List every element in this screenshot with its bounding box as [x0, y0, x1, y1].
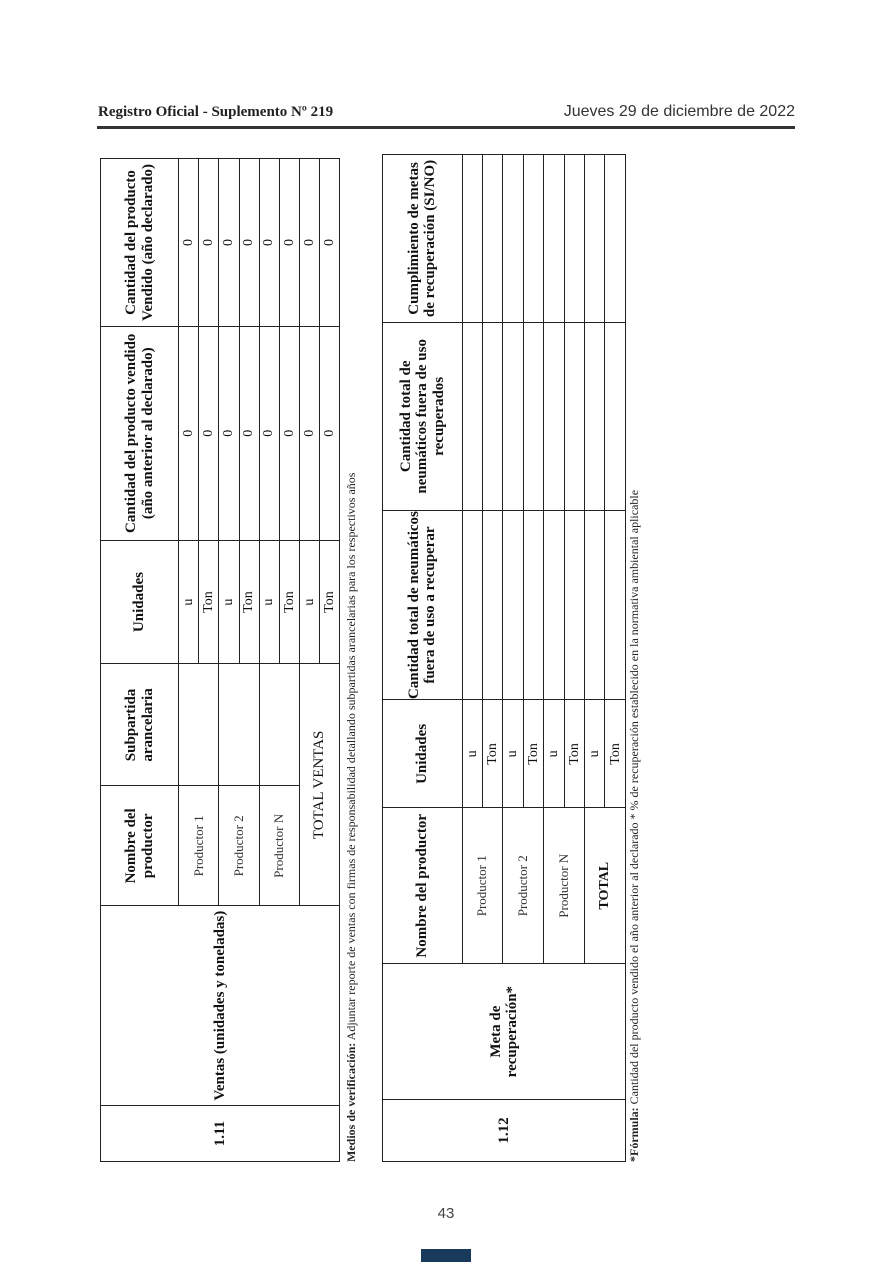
header-compliance: Cumplimiento de metas de recuperación (SI/NO) — [383, 155, 463, 323]
total-sales-label: TOTAL VENTAS — [299, 664, 339, 906]
recovered-cell — [462, 322, 482, 510]
prev-value-cell: 0 — [199, 326, 219, 540]
prev-value-cell: 0 — [299, 326, 319, 540]
to-recover-cell — [462, 510, 482, 700]
recovered-cell — [523, 322, 543, 510]
subheading-cell — [259, 664, 299, 786]
to-recover-cell — [605, 510, 626, 700]
subheading-cell — [179, 664, 219, 786]
header-prev-year: Cantidad del producto vendido (año anterior al declarado) — [101, 326, 179, 540]
section-number: 1.11 — [101, 1106, 340, 1162]
declared-value-cell: 0 — [199, 159, 219, 327]
verification-note — [344, 152, 359, 1162]
prev-value-cell: 0 — [179, 326, 199, 540]
producer-cell: Productor 1 — [179, 786, 219, 906]
subheading-cell — [219, 664, 259, 786]
prev-value-cell: 0 — [219, 326, 239, 540]
indicator-label: Ventas (unidades y toneladas) — [101, 906, 340, 1106]
unit-cell: Ton — [483, 700, 503, 808]
declared-value-cell: 0 — [299, 159, 319, 327]
unit-cell: Ton — [319, 540, 339, 664]
publication-title: Registro Oficial - Suplemento Nº 219 — [98, 104, 334, 120]
declared-value-cell: 0 — [219, 159, 239, 327]
prev-value-cell: 0 — [239, 326, 259, 540]
declared-value-cell: 0 — [239, 159, 259, 327]
producer-cell: Productor N — [259, 786, 299, 906]
page-number: 43 — [437, 1205, 455, 1222]
formula-note — [627, 152, 642, 1162]
verification-note-text: Adjuntar reporte de ventas con firmas de responsabilidad detallando subpartidas arancelarias para los respectivos años — [344, 472, 358, 1043]
declared-value-cell: 0 — [259, 159, 279, 327]
recovered-cell — [544, 322, 564, 510]
header-declared-year: Cantidad del producto Vendido (año declarado) — [101, 159, 179, 327]
unit-cell: u — [462, 700, 482, 808]
header-divider — [97, 126, 795, 129]
compliance-cell — [462, 155, 482, 323]
recovery-target-table — [382, 154, 626, 1162]
header-recovered: Cantidad total de neumáticos fuera de uso recuperados — [383, 322, 463, 510]
unit-cell: Ton — [605, 700, 626, 808]
declared-value-cell: 0 — [179, 159, 199, 327]
compliance-cell — [503, 155, 523, 323]
header-subheading: Subpartida arancelaria — [101, 664, 179, 786]
header-to-recover: Cantidad total de neumáticos fuera de uso a recuperar — [383, 510, 463, 700]
prev-value-cell: 0 — [279, 326, 299, 540]
publication-date: Jueves 29 de diciembre de 2022 — [563, 103, 795, 120]
compliance-cell — [585, 155, 605, 323]
producer-cell: Productor 2 — [219, 786, 259, 906]
unit-cell: u — [219, 540, 239, 664]
unit-cell: Ton — [199, 540, 219, 664]
unit-cell: u — [544, 700, 564, 808]
compliance-cell — [483, 155, 503, 323]
sales-table — [100, 158, 340, 1162]
header-producer: Nombre del productor — [383, 808, 463, 964]
recovered-cell — [564, 322, 584, 510]
verification-note-label: Medios de verificación: — [344, 1042, 358, 1162]
unit-cell: Ton — [564, 700, 584, 808]
rotated-content — [100, 152, 641, 1162]
producer-cell: Productor 1 — [462, 808, 503, 964]
compliance-cell — [523, 155, 543, 323]
unit-cell: Ton — [239, 540, 259, 664]
compliance-cell — [564, 155, 584, 323]
unit-cell: u — [299, 540, 319, 664]
to-recover-cell — [483, 510, 503, 700]
header-producer: Nombre del productor — [101, 786, 179, 906]
header-units: Unidades — [101, 540, 179, 664]
prev-value-cell: 0 — [259, 326, 279, 540]
header-units: Unidades — [383, 700, 463, 808]
unit-cell: u — [585, 700, 605, 808]
recovered-cell — [585, 322, 605, 510]
formula-note-label: *Fórmula: — [627, 1107, 641, 1162]
unit-cell: u — [179, 540, 199, 664]
producer-cell: Productor N — [544, 808, 585, 964]
to-recover-cell — [544, 510, 564, 700]
compliance-cell — [544, 155, 564, 323]
formula-note-text: Cantidad del producto vendido el año anterior al declarado * % de recuperación establecido en la normativa ambiental aplicable — [627, 489, 641, 1108]
section-number: 1.12 — [383, 1100, 626, 1162]
table-row — [101, 159, 179, 1162]
prev-value-cell: 0 — [319, 326, 339, 540]
footer-bar — [421, 1249, 471, 1262]
to-recover-cell — [585, 510, 605, 700]
producer-cell: Productor 2 — [503, 808, 544, 964]
declared-value-cell: 0 — [319, 159, 339, 327]
table-row — [383, 155, 463, 1162]
to-recover-cell — [503, 510, 523, 700]
unit-cell: u — [503, 700, 523, 808]
compliance-cell — [605, 155, 626, 323]
recovered-cell — [605, 322, 626, 510]
recovered-cell — [483, 322, 503, 510]
to-recover-cell — [523, 510, 543, 700]
unit-cell: u — [259, 540, 279, 664]
to-recover-cell — [564, 510, 584, 700]
total-label: TOTAL — [585, 808, 626, 964]
declared-value-cell: 0 — [279, 159, 299, 327]
indicator-label: Meta de recuperación* — [383, 964, 626, 1100]
unit-cell: Ton — [523, 700, 543, 808]
unit-cell: Ton — [279, 540, 299, 664]
recovered-cell — [503, 322, 523, 510]
